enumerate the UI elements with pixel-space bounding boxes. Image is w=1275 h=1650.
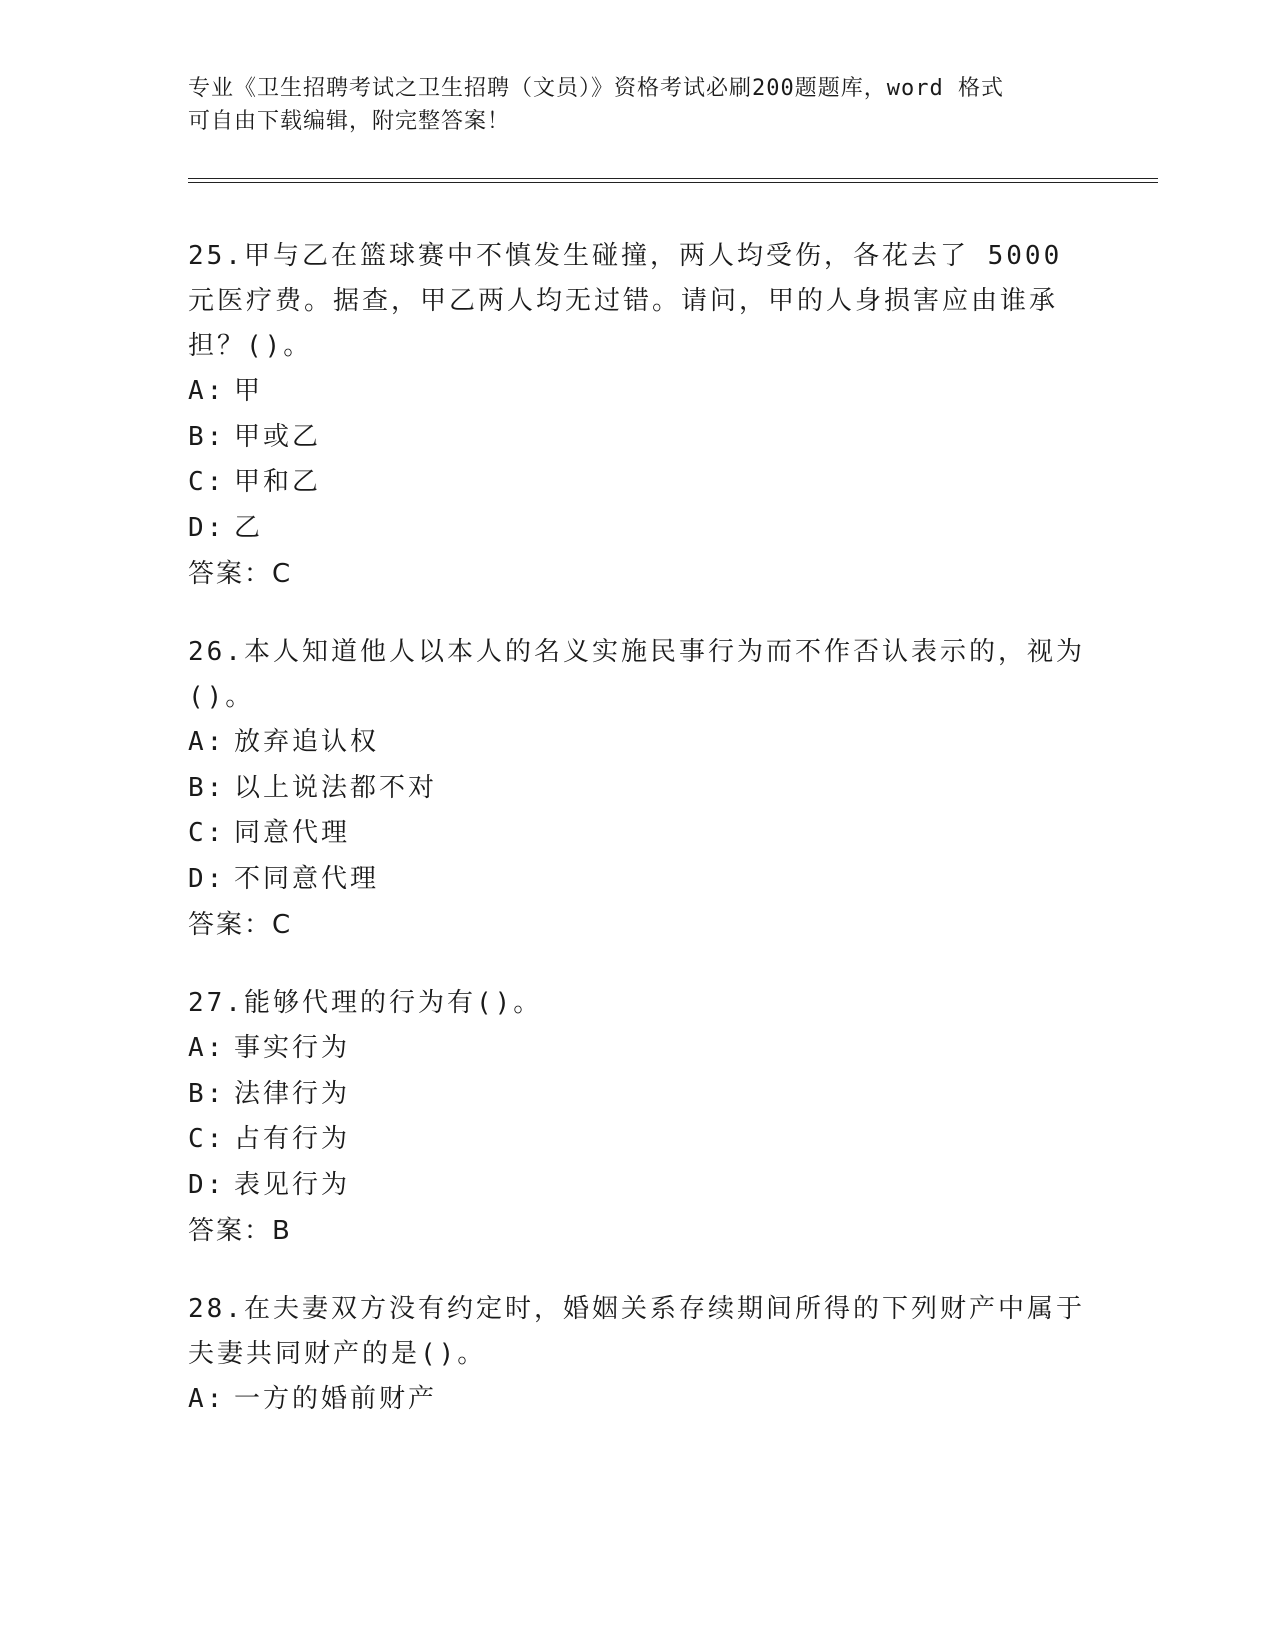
- option-text: 甲和乙: [234, 467, 322, 497]
- option-key: D:: [188, 1169, 226, 1200]
- option-text: 事实行为: [234, 1033, 351, 1063]
- option-a: [188, 1026, 1088, 1072]
- option-key: C:: [188, 1124, 226, 1154]
- option-c: [188, 1117, 1088, 1163]
- option-text: 放弃追认权: [234, 727, 380, 757]
- option-key: D:: [188, 512, 226, 543]
- answer-line: 答案：C: [188, 559, 293, 589]
- option-text: 一方的婚前财产: [234, 1384, 438, 1414]
- option-d: [188, 857, 1088, 903]
- question-27: [188, 981, 1088, 1254]
- option-a: [188, 720, 1088, 766]
- option-text: 甲: [234, 376, 264, 406]
- option-key: C:: [188, 467, 226, 497]
- option-key: B:: [188, 1078, 226, 1109]
- option-a: [188, 1377, 1088, 1423]
- question-26: [188, 630, 1088, 948]
- header-divider: [188, 178, 1158, 183]
- question-stem: 27.能够代理的行为有()。: [188, 988, 543, 1018]
- question-list: [188, 234, 1088, 1456]
- option-key: D:: [188, 863, 226, 894]
- option-key: A:: [188, 1384, 226, 1414]
- option-text: 不同意代理: [234, 863, 380, 894]
- option-key: B:: [188, 421, 226, 452]
- question-stem: 28.在夫妻双方没有约定时，婚姻关系存续期间所得的下列财产中属于夫妻共同财产的是()。: [188, 1294, 1085, 1369]
- option-c: [188, 811, 1088, 857]
- option-text: 表见行为: [234, 1169, 351, 1200]
- option-key: A:: [188, 1033, 226, 1063]
- option-text: 占有行为: [234, 1124, 351, 1154]
- question-25: [188, 234, 1088, 597]
- option-text: 以上说法都不对: [234, 772, 438, 803]
- option-b: [188, 1072, 1088, 1118]
- question-stem: 25.甲与乙在篮球赛中不慎发生碰撞，两人均受伤，各花去了 5000 元医疗费。据查，甲乙两人均无过错。请问，甲的人身损害应由谁承担？()。: [188, 241, 1063, 361]
- option-b: [188, 766, 1088, 812]
- option-key: A:: [188, 727, 226, 757]
- header-title-line-1: 专业《卫生招聘考试之卫生招聘（文员）》资格考试必刷200题题库，word 格式: [188, 76, 1004, 101]
- option-b: [188, 415, 1088, 461]
- option-d: [188, 506, 1088, 552]
- option-key: C:: [188, 818, 226, 848]
- option-d: [188, 1163, 1088, 1209]
- option-a: [188, 369, 1088, 415]
- document-header: [188, 72, 1068, 138]
- answer-line: 答案：C: [188, 910, 293, 940]
- question-28: [188, 1287, 1088, 1423]
- option-key: A:: [188, 376, 226, 406]
- option-text: 甲或乙: [234, 421, 322, 452]
- option-key: B:: [188, 772, 226, 803]
- header-title-line-2: 可自由下载编辑，附完整答案！: [188, 109, 511, 134]
- option-text: 法律行为: [234, 1078, 351, 1109]
- question-stem: 26.本人知道他人以本人的名义实施民事行为而不作否认表示的，视为()。: [188, 637, 1085, 712]
- option-text: 乙: [234, 512, 264, 543]
- option-c: [188, 460, 1088, 506]
- answer-line: 答案：B: [188, 1216, 292, 1246]
- option-text: 同意代理: [234, 818, 351, 848]
